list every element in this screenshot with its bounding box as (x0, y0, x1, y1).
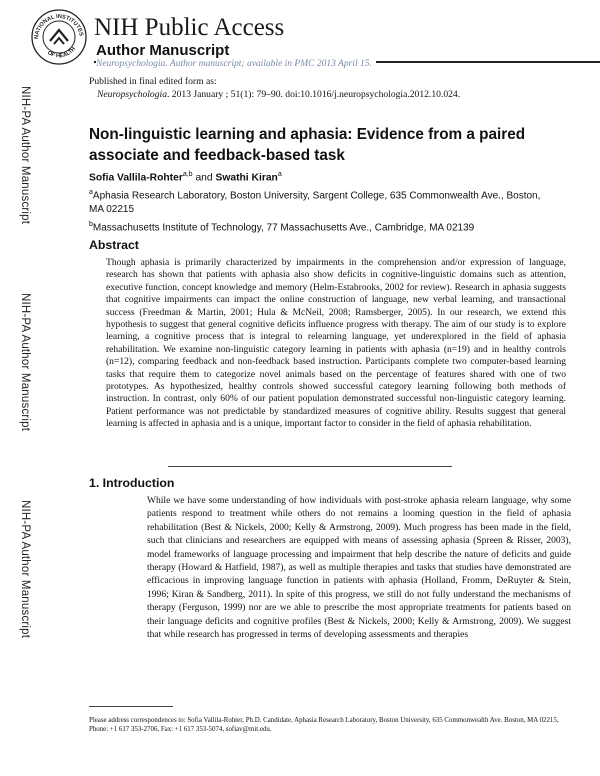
affiliation-b (89, 218, 549, 235)
correspondence-footnote: Please address correspondences to: Sofia Vallila-Rohter, Ph.D. Candidate, Aphasia Research Laboratory, Boston University, 635 Commonwealth Ave. Boston, MA 02215, Phone: +1 617 353-2706, Fax: +1 617 353-5074, sofiav@mit.edu. (89, 717, 559, 734)
footnote-rule (89, 706, 173, 707)
author-2: Swathi Kiran (215, 172, 278, 184)
citation (89, 89, 460, 102)
published-line: Published in final edited form as: (89, 76, 217, 87)
availability-note: Neuropsychologia. Author manuscript; available in PMC 2013 April 15. (96, 59, 376, 69)
affiliation-a-marker: a (89, 189, 93, 196)
section-divider (168, 466, 452, 467)
side-label-top: NIH-PA Author Manuscript (19, 86, 31, 225)
introduction-text: While we have some understanding of how individuals with post-stroke aphasia relearn language, why some patients respond to treatment while others do not remains a looming question in the field of aphasia rehabilitation (Best & Nickels, 2000; Kelly & Armstrong, 2009). Much progress has been made in the field, such that clinicians and researchers are equipped with means of assessing aphasia (Spreen & Risser, 2003), model frameworks of language processing and impairment that help describe the nature of deficits and guide therapy (Howard & Hatfield, 1987), as well as multiple therapies and tasks that studies have demonstrated are efficacious in improving language function in patients with aphasia (Holland, Fromm, DeRuyter & Stein, 1996; Kiran & Sandberg, 2011). In spite of this progress, we still do not fully understand the mechanisms of therapy (Ferguson, 1999) nor are we able to prescribe the most appropriate treatments for patients based on their language deficits and cognitive profiles (Best & Nickels, 2000; Kelly & Armstrong, 2009). We suggest that while research has progressed in terms of developing assessments and therapies (147, 495, 571, 641)
abstract-text: Though aphasia is primarily characterized by impairments in the comprehension and/or expression of language, research has shown that patients with aphasia also show deficits in cognitive-linguistic domains such as attention, executive function, concept knowledge and memory (Helm-Estabrooks, 2002 for review). Research in aphasia suggests that cognitive impairments can impact the online construction of language, new verbal learning, and transactional success (Freedman & Martin, 2001; Hula & McNeil, 2008; Ramsberger, 2005). In our research, we extend this hypothesis to suggest that general cognitive deficits influence progress with therapy. The aim of our study is to explore learning, a cognitive process that is integral to relearning language, yet underexplored in the field of aphasia rehabilitation. We examine non-linguistic category learning in patients with aphasia (n=19) and in healthy controls (n=12), comparing feedback and non-feedback based instruction. Participants complete two computer-based learning tasks that require them to categorize novel animals based on the percentage of features shared with one of two prototypes. As hypothesized, healthy controls showed successful category learning following both methods of instruction. In contrast, only 60% of our patient population demonstrated successful non-linguistic category learning. Patient performance was not predictable by standardized measures of cognitive ability. Results suggest that general learning is affected in aphasia and is a unique, important factor to consider in the field of aphasia rehabilitation. (106, 257, 566, 430)
svg-text:OF HEALTH: OF HEALTH (46, 46, 77, 60)
affiliation-b-text: Massachusetts Institute of Technology, 77 Massachusetts Ave., Cambridge, MA 02139 (92, 222, 475, 234)
publication-info (89, 76, 460, 101)
side-label-middle: NIH-PA Author Manuscript (19, 293, 31, 432)
author-list (89, 171, 282, 183)
side-label-bottom: NIH-PA Author Manuscript (19, 500, 31, 639)
author-separator: and (192, 172, 216, 184)
author-manuscript-label: Author Manuscript (96, 42, 230, 59)
author-1: Sofia Vallila-Rohter (89, 172, 183, 184)
nih-logo (30, 8, 88, 66)
author-2-affiliation: a (277, 171, 282, 178)
citation-details: . 2013 January ; 51(1): 79–90. doi:10.1016/j.neuropsychologia.2012.10.024. (167, 88, 461, 100)
introduction-heading: 1. Introduction (89, 476, 175, 490)
affiliation-b-marker: b (89, 221, 93, 228)
nih-public-access-title: NIH Public Access (94, 14, 285, 41)
affiliation-a-text: Aphasia Research Laboratory, Boston University, Sargent College, 635 Commonwealth Ave., Boston, MA 02215 (89, 190, 541, 215)
affiliation-a (89, 186, 549, 216)
journal-name: Neuropsychologia (97, 88, 167, 100)
paper-title: Non-linguistic learning and aphasia: Evidence from a paired associate and feedback-based task (89, 126, 526, 164)
svg-text:NATIONAL INSTITUTES: NATIONAL INSTITUTES (33, 13, 84, 40)
abstract-heading: Abstract (89, 238, 139, 252)
author-1-affiliation: a,b (182, 171, 193, 178)
